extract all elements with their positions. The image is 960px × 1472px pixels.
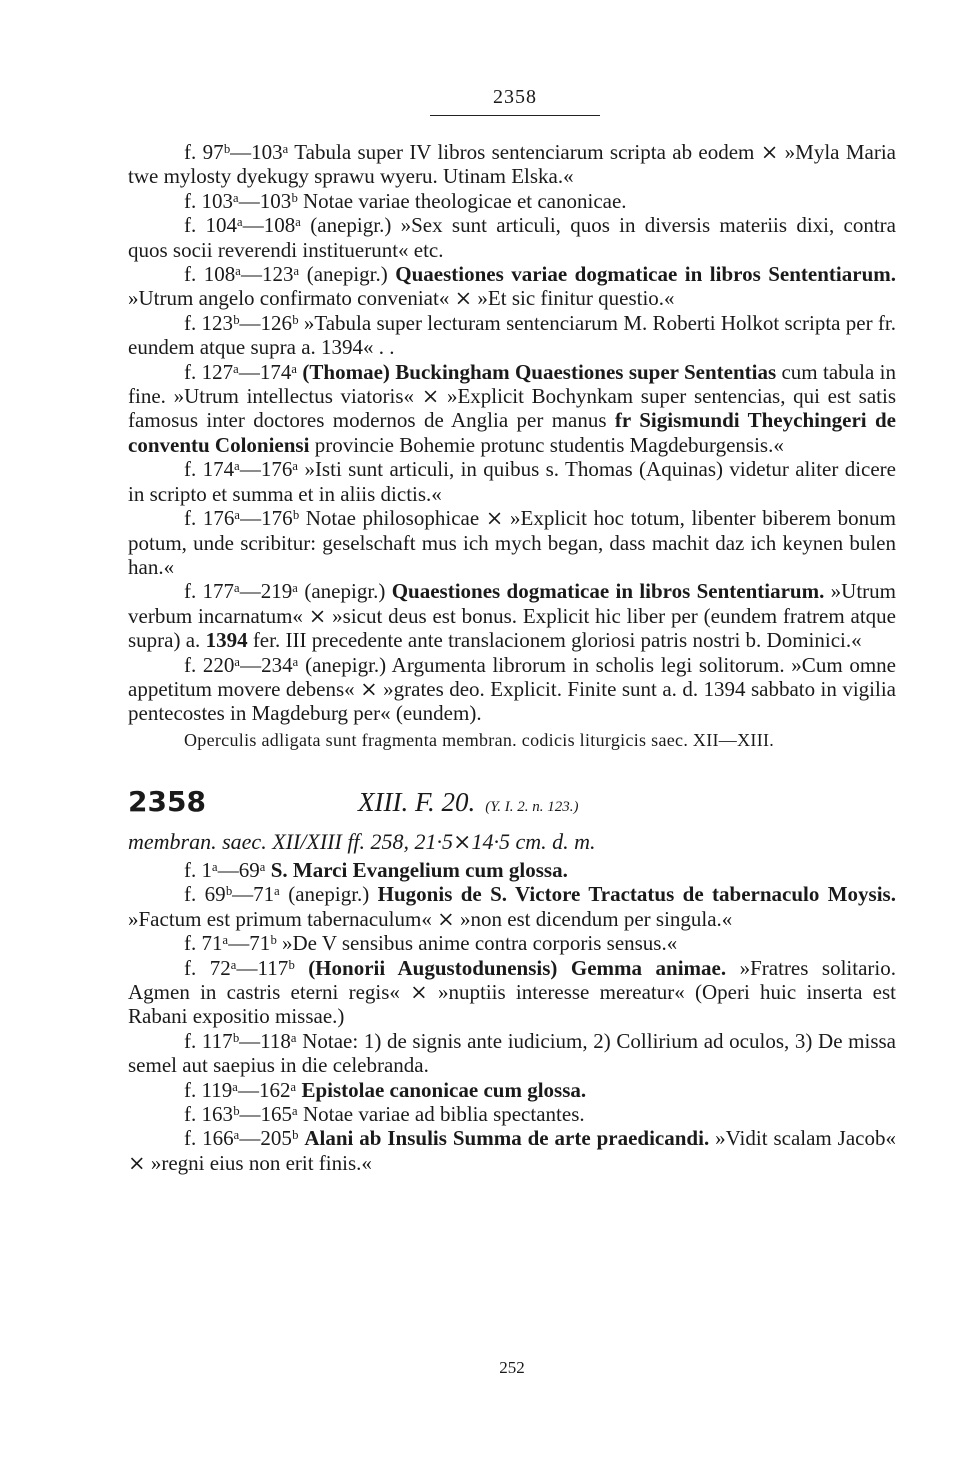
entry-text: f. 104ᵃ—108ᵃ (anepigr.) »Sex sunt articuli, quos in diversis materiis dixi, contra quos socii reverendi instituerunt« etc.: [128, 213, 896, 262]
entry-text: f. 123ᵇ—126ᵇ »Tabula super lecturam sentenciarum M. Roberti Holkot scripta per fr. eundem atque supra a. 1394« . .: [128, 310, 896, 360]
entry-text: f. 119ᵃ—162ᵃ: [184, 1077, 302, 1102]
entry-title: S. Marci Evangelium cum glossa.: [270, 857, 568, 882]
catalogue-entry: [128, 1102, 896, 1126]
entry-text: »Utrum verbum incarnatum« ⨯ »sicut deus est bonus. Explicit hic liber per (eundem fratrem atque supra) a.: [128, 579, 896, 653]
entry-text: »Vidit scalam Jacob« ⨯ »regni eius non erit finis.«: [128, 1126, 896, 1175]
running-head: 2358: [430, 86, 600, 116]
codex-title-row: [128, 785, 896, 819]
page-content: [128, 140, 896, 1175]
catalogue-entry: [128, 506, 896, 579]
entry-title: Quaestiones dogmaticae in libros Sententiarum.: [391, 579, 825, 604]
catalogue-entry: [128, 956, 896, 1029]
catalogue-entry: [128, 262, 896, 311]
catalogue-entry: [128, 360, 896, 458]
bottom-entries: [128, 858, 896, 1175]
codex-number: 2358: [128, 785, 206, 819]
entry-title: Epistolae canonicae cum glossa.: [301, 1077, 587, 1102]
entry-text: »Utrum angelo confirmato conveniat« ⨯ »Et sic finitur questio.«: [128, 286, 675, 311]
catalogue-entry: [128, 1029, 896, 1078]
entry-title: Alani ab Insulis Summa de arte praedicandi.: [304, 1126, 710, 1151]
catalogue-entry: [128, 882, 896, 931]
entry-text: f. 71ᵃ—71ᵇ »De V sensibus anime contra corporis sensus.«: [184, 931, 678, 956]
catalogue-entry: [128, 579, 896, 652]
entry-title: 1394: [205, 628, 248, 653]
entry-text: f. 1ᵃ—69ᵃ: [184, 857, 271, 882]
codex-signature: XIII. F. 20.: [358, 787, 476, 818]
catalogue-entry: [128, 140, 896, 189]
catalogue-entry: [128, 653, 896, 726]
catalogue-entry: [128, 858, 896, 882]
entry-text: f. 220ᵃ—234ᵃ (anepigr.) Argumenta librorum in scholis legi solitorum. »Cum omne appetitum movere debens« ⨯ »grates deo. Explicit. Finite sunt a. d. 1394 sabbato in vigilia pentecostes in Magdeburg per« (eundem).: [128, 652, 896, 726]
catalogue-entry: [128, 1126, 896, 1175]
entry-title: Quaestiones variae dogmaticae in libros Sententiarum.: [395, 262, 896, 287]
entry-text: f. 166ᵃ—205ᵇ: [184, 1126, 305, 1151]
page-number: 252: [499, 1358, 525, 1377]
catalogue-entry: [128, 213, 896, 262]
binding-note: Operculis adligata sunt fragmenta membran. codicis liturgicis saec. XII—XIII.: [184, 729, 775, 750]
entry-text: f. 69ᵇ—71ᵃ (anepigr.): [184, 882, 378, 907]
catalogue-entry: [128, 457, 896, 506]
entry-text: f. 72ᵃ—117ᵇ: [184, 955, 309, 980]
entry-text: f. 163ᵇ—165ᵃ Notae variae ad biblia spectantes.: [184, 1102, 585, 1127]
entry-text: cum tabula in fine. »Utrum intellectus viatoris« ⨯ »Explicit Bochynkam super sentencias, qui est satis famosus inter doctores modernos de Anglia per manus: [128, 359, 896, 433]
entry-text: f. 108ᵃ—123ᵃ (anepigr.): [184, 262, 396, 287]
entry-text: f. 127ᵃ—174ᵃ: [184, 359, 303, 384]
entry-text: f. 117ᵇ—118ᵃ Notae: 1) de signis ante iudicium, 2) Collirium ad oculos, 3) De missa semel aut saepius in die celebranda.: [128, 1028, 896, 1078]
entry-text: fer. III precedente ante translacionem gloriosi patris nostri b. Dominici.«: [247, 628, 862, 653]
top-entries: [128, 140, 896, 726]
entry-text: f. 177ᵃ—219ᵃ (anepigr.): [184, 579, 392, 604]
codex-heading: [128, 785, 896, 854]
entry-title: fr Sigismundi Theychingeri de conventu Coloniensi: [128, 408, 896, 457]
catalogue-entry: [128, 1078, 896, 1102]
catalogue-entry: [128, 931, 896, 955]
entry-text: »Factum est primum tabernaculum« ⨯ »non est dicendum per singula.«: [128, 906, 733, 931]
entry-text: »Fratres solitario. Agmen in castris eterni regis« ⨯ »nuptiis interesse mereatur« (Operi huic inserta est Rabani expositio missae.): [128, 955, 896, 1029]
codex-old-signature: (Y. I. 2. n. 123.): [485, 799, 579, 816]
entry-text: f. 97ᵇ—103ᵃ Tabula super IV libros sentenciarum scripta ab eodem ⨯ »Myla Maria twe mylosty dyekugy sprawu wyeru. Utinam Elska.«: [128, 140, 896, 189]
entry-title: Hugonis de S. Victore Tractatus de tabernaculo Moysis.: [377, 882, 896, 907]
catalogue-entry: [128, 311, 896, 360]
entry-text: f. 103ᵃ—103ᵇ Notae variae theologicae et canonicae.: [184, 188, 627, 213]
entry-title: (Thomae) Buckingham Quaestiones super Sententias: [302, 359, 777, 384]
entry-title: (Honorii Augustodunensis) Gemma animae.: [308, 955, 727, 980]
entry-text: f. 174ᵃ—176ᵃ »Isti sunt articuli, in quibus s. Thomas (Aquinas) videtur aliter dicere in scripto et summa et in aliis dictis.«: [128, 457, 896, 506]
codex-description: membran. saec. XII/XIII ff. 258, 21·5⨯14·5 cm. d. m.: [128, 828, 596, 854]
entry-text: provincie Bohemie protunc studentis Magdeburgensis.«: [309, 432, 784, 457]
entry-text: f. 176ᵃ—176ᵇ Notae philosophicae ⨯ »Explicit hoc totum, libenter biberem bonum potum, unde scribitur: geselschaft mus ich mych began, dass machit daz ich keynen bulen han.«: [128, 506, 896, 579]
catalogue-entry: [128, 189, 896, 213]
